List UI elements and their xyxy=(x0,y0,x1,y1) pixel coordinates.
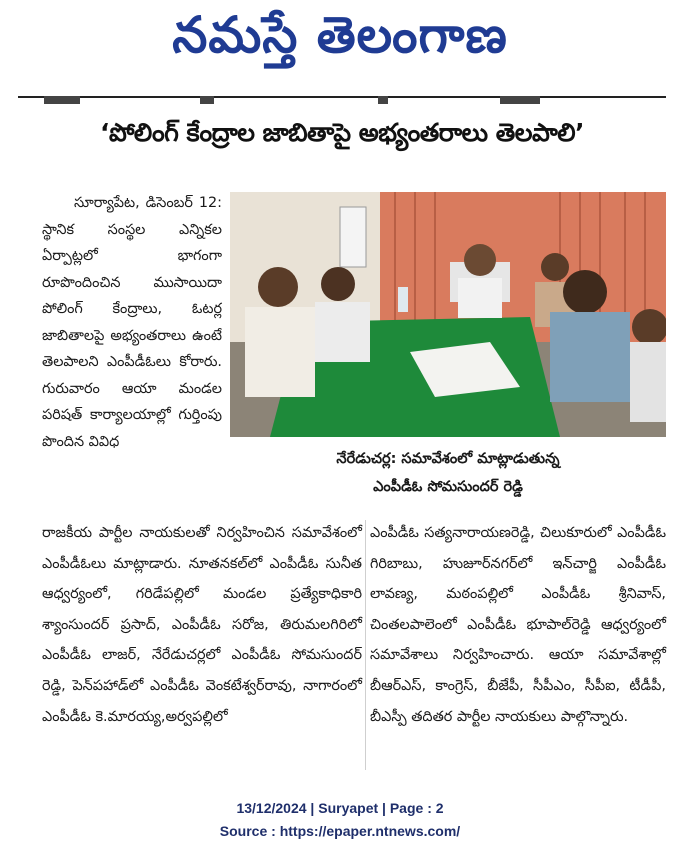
article-body-right: ఎంపీడీఓ సత్యనారాయణరెడ్డి, చిలుకూరులో ఎంపీడీఓ గిరిబాబు, హుజూర్‌నగర్‌లో ఇన్‌చార్జి ఎంపీడీఓ లావణ్య, మఠంపల్లిలో ఎంపీడీఓ శ్రీనివాస్, చింతలపాలెంలో ఎంపీడీఓ భూపాల్‌రెడ్డి ఆధ్వర్యంలో సమావేశాలు నిర్వహించారు. ఆయా సమావేశాల్లో బీఆర్‌ఎస్, కాంగ్రెస్, బీజేపీ, సీపీఎం, సీపీఐ, టీడీపీ, బీఎస్పీ తదితర పార్టీల నాయకులు పాల్గొన్నారు. xyxy=(370,525,666,725)
top-rule xyxy=(18,96,666,108)
source-info: Source : https://epaper.ntnews.com/ xyxy=(219,823,461,839)
clipped-text-fragment xyxy=(200,96,214,104)
edition-info: 13/12/2024 | Suryapet | Page : 2 xyxy=(236,800,444,816)
article-body-left-column xyxy=(42,518,362,732)
article-body-right-column xyxy=(370,518,666,732)
clipped-text-fragment xyxy=(44,96,80,104)
newspaper-logo: నమస్తే తెలంగాణ xyxy=(172,6,508,64)
column-divider xyxy=(365,520,366,770)
clipped-text-fragment xyxy=(378,96,388,104)
article-body-left: రాజకీయ పార్టీల నాయకులతో నిర్వహించిన సమావేశంలో ఎంపీడీఓలు మాట్లాడారు. నూతనకల్‌లో ఎంపీడీఓ సునీత ఆధ్వర్యంలో, గరిడేపల్లిలో మండల ప్రత్యేకాధికారి శ్యాంసుందర్ ప్రసాద్, ఎంపీడీఓ సరోజ, తిరుమలగిరిలో ఎంపీడీఓ లాజర్, నేరేడుచర్లలో ఎంపీడీఓ సోమసుందర్ రెడ్డి, పెన్‌పహాడ్‌లో ఎంపీడీఓ వెంకటేశ్వర్‌రావు, నాగారంలో ఎంపీడీఓ కె.మారయ్య,అర్వపల్లిలో xyxy=(42,525,362,725)
photo-caption xyxy=(230,445,666,501)
article-headline: ‘పోలింగ్ కేంద్రాల జాబితాపై అభ్యంతరాలు తెలపాలి’ xyxy=(99,118,585,147)
clipped-text-fragment xyxy=(500,96,540,104)
article-lead: సూర్యాపేట, డిసెంబర్ 12: స్థానిక సంస్థల ఎన్నికల ఏర్పాట్లలో భాగంగా రూపొందించిన ముసాయిదా పోలింగ్ కేంద్రాలు, ఓటర్ల జాబితాలపై అభ్యంతరాలు ఉంటే తెలపాలని ఎంపీడీఓలు కోరారు. గురువారం ఆయా మండల పరిషత్ కార్యాలయాల్లో గుర్తింపు పొందిన వివిధ xyxy=(42,195,222,450)
article-lead-column xyxy=(42,190,222,455)
caption-line-1: నేరేడుచర్ల: సమావేశంలో మాట్లాడుతున్న xyxy=(336,451,560,467)
masthead xyxy=(0,0,680,95)
caption-line-2: ఎంపీడీఓ సోమసుందర్ రెడ్డి xyxy=(373,479,523,495)
meeting-photo-illustration xyxy=(230,192,666,437)
news-photo xyxy=(230,192,666,437)
